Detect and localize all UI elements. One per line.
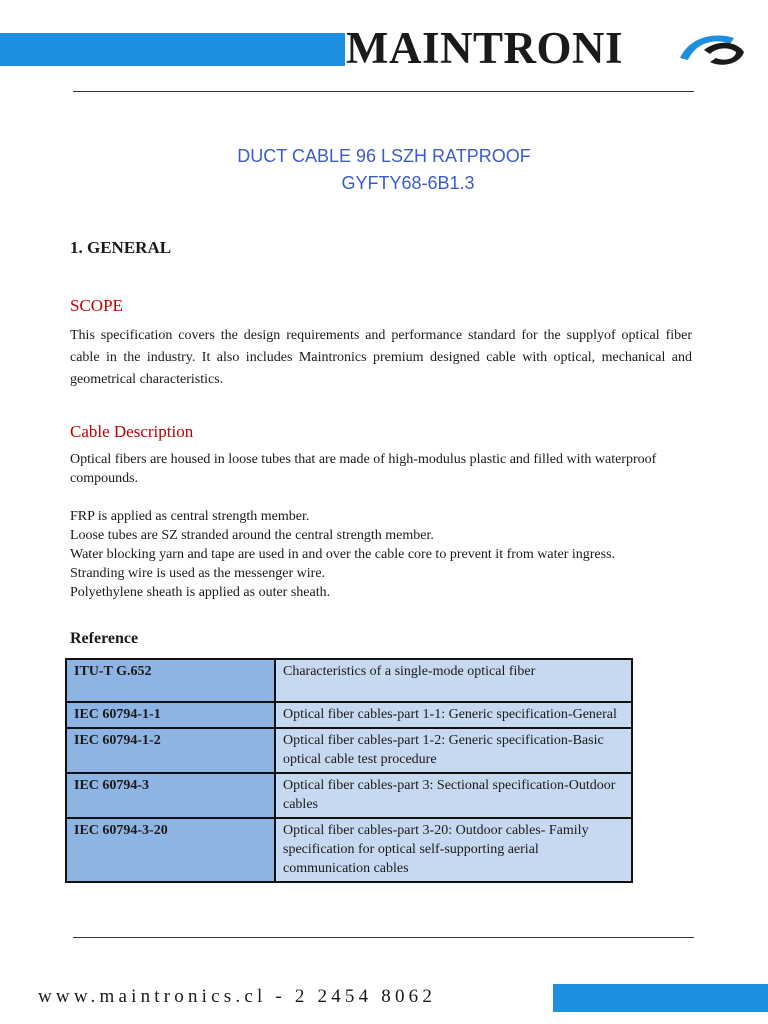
- cable-description-intro: Optical fibers are housed in loose tubes that are made of high-modulus plastic and filled with waterproof compounds.: [70, 452, 657, 486]
- header-accent-bar: [0, 33, 345, 66]
- description-line: Stranding wire is used as the messenger wire.: [70, 566, 326, 581]
- scope-text: This specification covers the design requirements and performance standard for the supplyof optical fiber cable in the industry. It also includes Maintronics premium designed cable with optical, mechanical and geometrical characteristics.: [70, 328, 692, 387]
- description-line: FRP is applied as central strength member.: [70, 509, 310, 524]
- reference-description: Optical fiber cables-part 1-2: Generic specification-Basic optical cable test procedure: [275, 728, 632, 773]
- table-row: [66, 773, 632, 818]
- reference-heading: Reference: [70, 630, 139, 647]
- footer-divider: [73, 937, 694, 938]
- footer-contact: www.maintronics.cl - 2 2454 8062: [38, 986, 437, 1007]
- cable-description-list: [70, 507, 710, 602]
- reference-description: Characteristics of a single-mode optical fiber: [275, 659, 632, 702]
- scope-heading: SCOPE: [70, 296, 123, 315]
- reference-standard: IEC 60794-3: [66, 773, 275, 818]
- reference-standard: IEC 60794-1-1: [66, 702, 275, 728]
- description-line: Polyethylene sheath is applied as outer sheath.: [70, 585, 331, 600]
- table-row: [66, 728, 632, 773]
- reference-standard: IEC 60794-3-20: [66, 818, 275, 882]
- description-line: Loose tubes are SZ stranded around the central strength member.: [70, 528, 434, 543]
- reference-table: [65, 658, 633, 883]
- reference-description: Optical fiber cables-part 3: Sectional specification-Outdoor cables: [275, 773, 632, 818]
- table-row: [66, 818, 632, 882]
- reference-standard: ITU-T G.652: [66, 659, 275, 702]
- table-row: [66, 702, 632, 728]
- reference-description: Optical fiber cables-part 1-1: Generic specification-General: [275, 702, 632, 728]
- description-line: Water blocking yarn and tape are used in and over the cable core to prevent it from water ingress.: [70, 547, 616, 562]
- doc-title-line2: GYFTY68-6B1.3: [341, 173, 475, 193]
- reference-standard: IEC 60794-1-2: [66, 728, 275, 773]
- section-heading-general: 1. GENERAL: [70, 238, 172, 257]
- brand-logo: MAINTRONI: [346, 23, 624, 73]
- footer-accent-bar: [553, 984, 768, 1012]
- table-row: [66, 659, 632, 702]
- cable-description-heading: Cable Description: [70, 422, 194, 441]
- doc-title-line1: DUCT CABLE 96 LSZH RATPROOF: [237, 146, 531, 166]
- header-divider: [73, 91, 694, 92]
- reference-description: Optical fiber cables-part 3-20: Outdoor cables- Family specification for optical self-supporting aerial communication cables: [275, 818, 632, 882]
- logo-swoosh-icon: [676, 30, 748, 70]
